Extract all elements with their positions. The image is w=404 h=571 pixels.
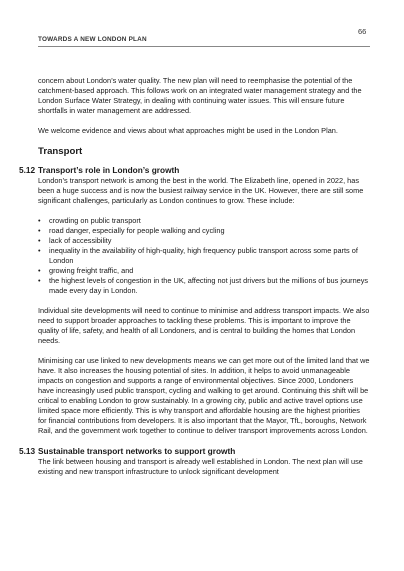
intro-paragraph-1: concern about London’s water quality. The new plan will need to reemphasise the potential of the catchment-based approach. This follows work on an integrated water management strategy and the London Surface Water Strategy, in dealing with continuing water issues. This will ensure future shortfalls in water management are addressed. (38, 76, 362, 115)
subsection-number: 5.12 (19, 165, 36, 175)
list-item (38, 266, 370, 276)
page-content (19, 76, 370, 477)
s512-paragraph-3: Minimising car use linked to new developments means we can get more out of the limited land that we have. It also increases the housing potential of sites. In addition, it helps to avoid unmanageable impacts on congestion and supports a range of environmental objectives. Since 2000, Londoners have increasingly used public transport, cycling and walking to get around. Continuing this shift will be critical to enabling London to grow sustainably. In a growing city, public and active travel options use limited space more efficiently. This is why transport and affordable housing are the highest priorities for financial contributions from developers. It is also important that the Mayor, TfL, boroughs, Network Rail, and the government work together to continue to deliver transport improvements across London. (38, 356, 370, 435)
subsection-title: Transport’s role in London’s growth (38, 165, 180, 175)
bullet-marker: • (38, 276, 41, 285)
s513-paragraph-1: The link between housing and transport is already well established in London. The next plan will use existing and new transport infrastructure to unlock significant development (38, 457, 363, 476)
header-divider (38, 46, 370, 47)
subsection-5-13-heading (19, 446, 370, 457)
s512-paragraph-1: London’s transport network is among the best in the world. The Elizabeth line, opened in 2022, has been a huge success and is now the busiest railway service in the UK. However, there are still some significant challenges, particularly as London continues to grow. These include: (38, 176, 364, 205)
bullet-marker: • (38, 226, 41, 235)
subsection-number: 5.13 (19, 446, 36, 456)
section-heading-transport: Transport (38, 146, 83, 157)
subsection-title: Sustainable transport networks to support growth (38, 446, 236, 456)
list-item-text: crowding on public transport (49, 216, 141, 225)
bullet-marker: • (38, 266, 41, 275)
list-item (38, 246, 370, 266)
s512-paragraph-2: Individual site developments will need to continue to minimise and address transport impacts. We also need to support broader approaches to tackling these problems. This is important to improve the quality of life, safety, and health of all Londoners, and is central to building the homes that London needs. (38, 306, 370, 345)
bullet-marker: • (38, 246, 41, 255)
list-item-text: the highest levels of congestion in the UK, affecting not just drivers but the millions of bus journeys made every day in London. (49, 276, 369, 295)
challenges-list (38, 216, 370, 296)
list-item-text: growing freight traffic, and (49, 266, 134, 275)
subsection-5-12-heading (19, 165, 370, 176)
list-item-text: road danger, especially for people walking and cycling (49, 226, 225, 235)
intro-paragraph-2: We welcome evidence and views about what approaches might be used in the London Plan. (38, 126, 338, 135)
list-item (38, 226, 370, 236)
list-item-text: lack of accessibility (49, 236, 112, 245)
page-number: 66 (358, 27, 367, 36)
list-item (38, 276, 370, 296)
running-header: TOWARDS A NEW LONDON PLAN (38, 36, 147, 43)
list-item (38, 216, 370, 226)
list-item-text: inequality in the availability of high-quality, high frequency public transport across some parts of London (49, 246, 358, 265)
bullet-marker: • (38, 216, 41, 225)
list-item (38, 236, 370, 246)
bullet-marker: • (38, 236, 41, 245)
